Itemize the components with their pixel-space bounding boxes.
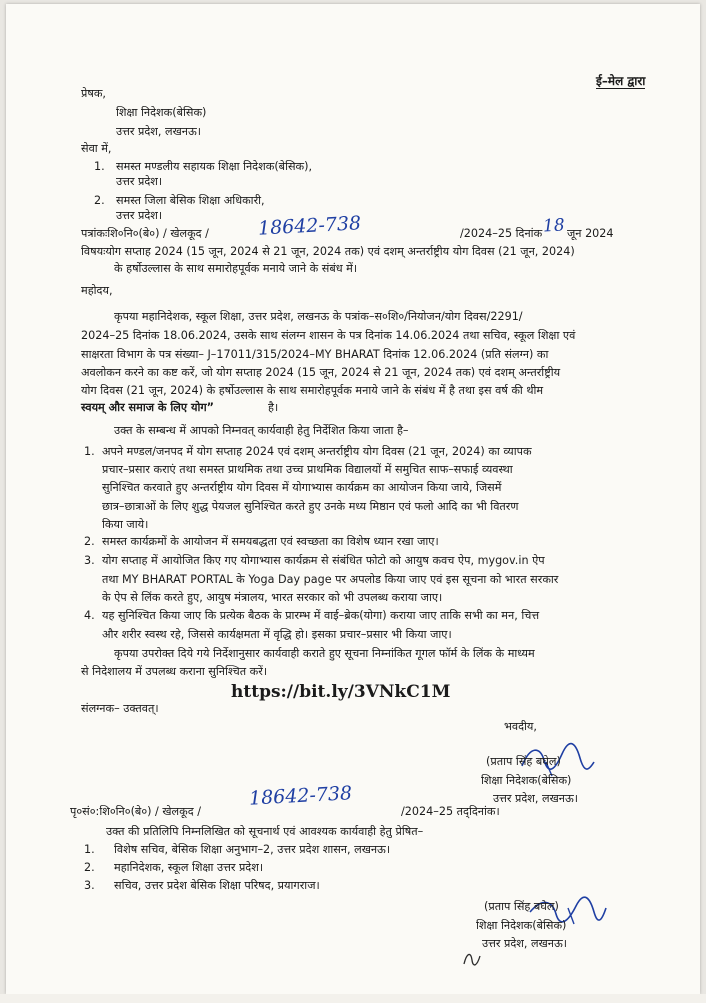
directive-line: के ऐप से लिंक करते हुए, आयुष मंत्रालय, भारत सरकार को भी उपलब्ध कराया जाए। — [102, 591, 443, 604]
directive-number: 2. — [84, 535, 95, 548]
body-line: 2024–25 दिनांक 18.06.2024, उसके साथ संलग्न शासन के पत्र दिनांक 14.06.2024 तथा सचिव, स्कूल शिक्षा एवं — [81, 329, 576, 342]
letter-reference-year: /2024–25 दिनांक — [460, 227, 543, 240]
recipient-line: समस्त मण्डलीय सहायक शिक्षा निदेशक(बेसिक), — [116, 160, 313, 173]
signatory-title: शिक्षा निदेशक(बेसिक) — [476, 919, 567, 932]
valediction: भवदीय, — [504, 720, 537, 733]
handwritten-copy-number: 18642-738 — [248, 782, 353, 810]
page-bottom-strip — [0, 994, 706, 1003]
copy-reference-prefix: पृ०सं०:शि०नि०(बे०) / खेलकूद / — [70, 805, 201, 818]
signatory-place: उत्तर प्रदेश, लखनऊ। — [493, 792, 578, 805]
directive-number: 1. — [84, 445, 95, 458]
signatory-name: (प्रताप सिंह बघेल) — [486, 755, 561, 768]
body-line: से निदेशालय में उपलब्ध कराना सुनिश्चित करें। — [81, 665, 268, 678]
copy-reference-suffix: /2024–25 तद्‌दिनांक। — [401, 805, 500, 818]
body-line: योग दिवस (21 जून, 2024) के हर्षोउल्लास के साथ समारोहपूर्वक मनाये जाने के संबंध में है तथा इस वर्ष की थीम — [81, 384, 544, 397]
salutation: महोदय, — [81, 284, 113, 297]
recipients-label: सेवा में, — [81, 142, 112, 155]
directive-line: यह सुनिश्चित किया जाए कि प्रत्येक बैठक के प्रारम्भ में वाई–ब्रेक(योगा) कराया जाए ताकि सभी का मन, चित्त — [102, 609, 540, 622]
subject-line: के हर्षोउल्लास के साथ समारोहपूर्वक मनाये जाने के संबंध में। — [114, 262, 358, 275]
letter-reference-prefix: पत्रांकःशि०नि०(बे०) / खेलकूद / — [81, 227, 209, 240]
handwritten-letter-number: 18642-738 — [257, 212, 362, 240]
copy-list-item: सचिव, उत्तर प्रदेश बेसिक शिक्षा परिषद, प्रयागराज। — [114, 879, 320, 892]
directive-line: तथा MY BHARAT PORTAL के Yoga Day page पर अपलोड किया जाए एवं इस सूचना को भारत सरकार — [102, 573, 559, 586]
directive-line: सुनिश्चित करवाते हुए अन्तर्राष्ट्रीय योग दिवस में योगाभ्यास कार्यक्रम का आयोजन किया जाये, जिसमें — [102, 481, 502, 494]
signatory-name: (प्रताप सिंह बघेल) — [484, 900, 559, 913]
letter-reference-month: जून 2024 — [567, 227, 614, 240]
letter-page — [6, 4, 700, 994]
google-form-link[interactable]: https://bit.ly/3VNkC1M — [231, 682, 451, 702]
copy-list-item: महानिदेशक, स्कूल शिक्षा उत्तर प्रदेश। — [114, 861, 264, 874]
directive-line: समस्त कार्यक्रमों के आयोजन में समयबद्धता एवं स्वच्छता का विशेष ध्यान रखा जाए। — [102, 535, 439, 548]
yoga-day-theme: स्वयम् और समाज के लिए योग” — [81, 401, 214, 414]
subject-line: विषयःयोग सप्ताह 2024 (15 जून, 2024 से 21 जून, 2024 तक) एवं दशम् अन्तर्राष्ट्रीय योग दिवस (21 जून, 2024) — [81, 245, 575, 258]
recipient-line: समस्त जिला बेसिक शिक्षा अधिकारी, — [116, 194, 265, 207]
copy-list-number: 1. — [84, 843, 95, 856]
copy-list-item: विशेष सचिव, बेसिक शिक्षा अनुभाग–2, उत्तर प्रदेश शासन, लखनऊ। — [114, 843, 391, 856]
signatory-title: शिक्षा निदेशक(बेसिक) — [481, 774, 572, 787]
body-line: कृपया उपरोक्त दिये गये निर्देशानुसार कार्यवाही कराते हुए सूचना निम्नांकित गूगल फॉर्म के लिंक के माध्यम — [114, 647, 535, 660]
copy-intro: उक्त की प्रतिलिपि निम्नलिखित को सूचनार्थ एवं आवश्यक कार्यवाही हेतु प्रेषित– — [106, 825, 424, 838]
body-line: है। — [268, 401, 279, 414]
body-line: अवलोकन करने का कष्ट करें, जो योग सप्ताह 2024 (15 जून, 2024 से 21 जून, 2024 तक) एवं दशम् अन्तर्राष्ट्रीय — [81, 366, 561, 379]
directive-line: अपने मण्डल/जनपद में योग सप्ताह 2024 एवं दशम् अन्तर्राष्ट्रीय योग दिवस (21 जून, 2024) का व्यापक — [102, 445, 532, 458]
body-line: उक्त के सम्बन्ध में आपको निम्नवत् कार्यवाही हेतु निर्देशित किया जाता है– — [114, 424, 409, 437]
initials-mark — [461, 950, 483, 968]
directive-line: प्रचार–प्रसार कराएं तथा समस्त प्राथमिक तथा उच्च प्राथमिक विद्यालयों में समुचित साफ–सफाई व्यवस्था — [102, 463, 513, 476]
body-line: साक्षरता विभाग के पत्र संख्या– J–17011/315/2024–MY BHARAT दिनांक 12.06.2024 (प्रति संलग्न) का — [81, 348, 549, 361]
recipient-line: उत्तर प्रदेश। — [116, 209, 163, 222]
directive-line: और शरीर स्वस्थ रहे, जिससे कार्यक्षमता में वृद्धि हो। इसका प्रचार–प्रसार भी किया जाए। — [102, 628, 452, 641]
directive-line: किया जाये। — [102, 518, 149, 531]
enclosure-note: संलग्नक– उक्तवत्। — [81, 702, 159, 715]
directive-number: 3. — [84, 554, 95, 567]
recipient-number: 1. — [94, 160, 105, 173]
recipient-number: 2. — [94, 194, 105, 207]
directive-line: योग सप्ताह में आयोजित किए गए योगाभ्यास कार्यक्रम से संबंधित फोटो को आयुष कवच ऐप, mygov.in ऐप — [102, 554, 545, 567]
sender-label: प्रेषक, — [81, 87, 106, 100]
copy-list-number: 2. — [84, 861, 95, 874]
copy-list-number: 3. — [84, 879, 95, 892]
sender-designation: शिक्षा निदेशक(बेसिक) — [116, 106, 207, 119]
handwritten-date-day: 18 — [542, 215, 566, 237]
body-line: कृपया महानिदेशक, स्कूल शिक्षा, उत्तर प्रदेश, लखनऊ के पत्रांक–स०शि०/नियोजन/योग दिवस/2291/ — [114, 310, 523, 323]
email-delivery-note: ई–मेल द्वारा — [596, 74, 646, 88]
recipient-line: उत्तर प्रदेश। — [116, 175, 163, 188]
directive-line: छात्र–छात्राओं के लिए शुद्ध पेयजल सुनिश्चित करते हुए उनके मध्य मिष्ठान एवं फलो आदि का भी वितरण — [102, 500, 519, 513]
sender-location: उत्तर प्रदेश, लखनऊ। — [116, 125, 201, 138]
directive-number: 4. — [84, 609, 95, 622]
signatory-place: उत्तर प्रदेश, लखनऊ। — [482, 937, 567, 950]
